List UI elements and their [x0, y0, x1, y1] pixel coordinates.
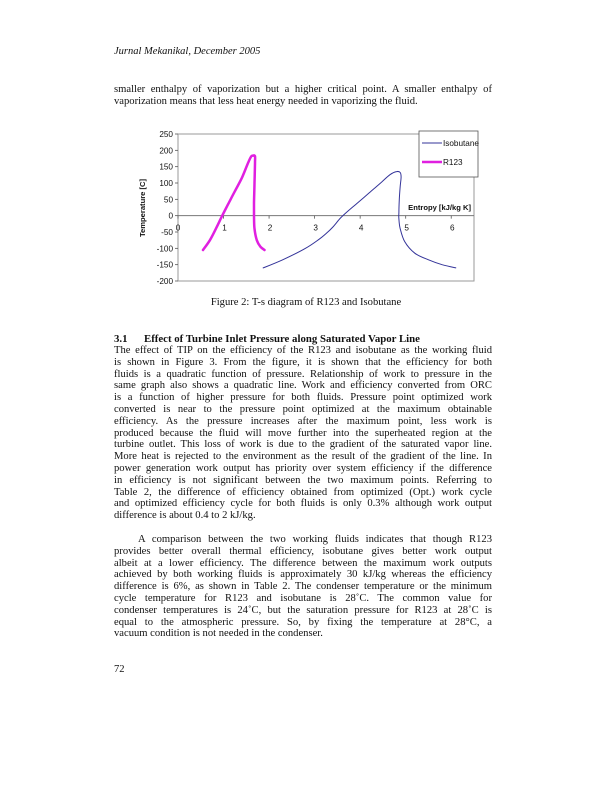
y-tick-label: -50: [161, 228, 173, 237]
text-line: The effect of TIP on the efficiency of the R123 and isobutane as the working fluid: [114, 345, 492, 356]
x-tick-label: 2: [267, 223, 273, 233]
x-tick-label: 1: [222, 223, 227, 233]
y-tick-label: 0: [168, 211, 173, 221]
text-line: provides better overall thermal efficiency, isobutane gives better work output: [114, 545, 492, 557]
body-paragraph-2: [114, 534, 492, 640]
text-line: produced because the fluid will move further into the superheated region at the: [114, 427, 492, 439]
y-tick-label: -200: [156, 277, 173, 286]
figure-caption: Figure 2: T-s diagram of R123 and Isobutane: [210, 297, 402, 308]
text-line: in efficiency is not significant between the two maximum points. Referring to: [114, 474, 492, 486]
text-line: and optimized efficiency cycle for both fluids is only 0.3% although work output: [114, 498, 492, 510]
y-tick-label: 50: [163, 195, 173, 205]
legend-label-r123: R123: [443, 158, 463, 167]
legend: [419, 131, 479, 177]
text-line: same graph also shows a quadratic line. Work and efficiency converted from ORC: [114, 380, 492, 392]
y-tick-label: 100: [159, 179, 173, 188]
x-tick-label: 0: [175, 223, 181, 233]
figure-ts-diagram: [100, 126, 500, 296]
text-line: vaporization means that less heat energy needed in vaporizing the fluid.: [114, 95, 418, 107]
y-tick-label: 250: [159, 130, 173, 139]
y-axis-title: Temperature [C]: [138, 178, 147, 238]
text-line: fluids is a quadratic function of pressure. Relationship of work to pressure in the: [114, 368, 492, 380]
x-tick-label: 4: [358, 223, 364, 233]
x-tick-label: 6: [449, 223, 455, 233]
intro-paragraph: [114, 84, 492, 108]
text-line: A comparison between the two working fluids indicates that though R123: [138, 534, 492, 545]
legend-label-isobutane: Isobutane: [443, 139, 479, 148]
y-tick-label: 200: [159, 146, 173, 156]
section-number: 3.1: [114, 333, 128, 345]
text-line: vacuum condition is not needed in the condenser.: [114, 628, 323, 640]
y-axis: [157, 130, 178, 286]
text-line: condenser temperatures is 24˚C, but the saturation pressure for R123 at 28˚C is: [114, 604, 492, 616]
text-line: turbine outlet. This loss of work is due to the gradient of the saturated vapor line.: [114, 439, 492, 451]
text-line: albeit at a lower efficiency. The difference between the maximum work outputs: [114, 557, 492, 569]
text-line: smaller enthalpy of vaporization but a higher critical point. A smaller enthalpy of: [114, 84, 492, 95]
x-tick-label: 5: [404, 223, 409, 233]
ts-chart: [100, 126, 500, 296]
text-line: More heat is rejected to the environment as the result of the gradient of the line. In: [114, 451, 492, 463]
y-tick-label: -100: [156, 244, 173, 254]
page-number: 72: [114, 664, 125, 675]
y-tick-label: -150: [156, 260, 173, 270]
text-line: achieved by both working fluids is approximately 30 kJ/kg whereas the efficiency: [114, 569, 492, 581]
text-line: equal to the atmospheric pressure. So, by fixing the temperature at 28°C, a: [114, 616, 492, 628]
x-tick-label: 3: [313, 223, 318, 233]
body-paragraph-1: [114, 345, 492, 522]
legend-box: [419, 131, 478, 177]
text-line: is shown in Figure 3. From the figure, it is shown that the efficiency for both: [114, 356, 492, 368]
running-head: Jurnal Mekanikal, December 2005: [114, 46, 261, 57]
y-tick-label: 150: [159, 162, 173, 172]
text-line: is a function of higher pressure for both fluids. Pressure point optimized work: [114, 392, 492, 404]
section-title: Effect of Turbine Inlet Pressure along Saturated Vapor Line: [144, 333, 420, 345]
text-line: Table 2, the difference of efficiency obtained from optimized (Opt.) work cycle: [114, 486, 492, 498]
text-line: cycle temperature for R123 and isobutane is 28˚C. The common value for: [114, 592, 492, 604]
text-line: power generation work output has priority over system efficiency if the difference: [114, 462, 492, 474]
section-heading: [114, 333, 420, 345]
x-axis-title: Entropy [kJ/kg K]: [408, 203, 471, 212]
text-line: converted is near to the pressure point optimized at the maximum obtainable: [114, 403, 492, 415]
text-line: efficiency. As the pressure increases after the maximum point, less work is: [114, 415, 492, 427]
text-line: difference is 6%, as shown in Table 2. The condenser temperature or the minimum: [114, 581, 492, 593]
text-line: difference is about 0.4 to 2 kJ/kg.: [114, 510, 256, 522]
